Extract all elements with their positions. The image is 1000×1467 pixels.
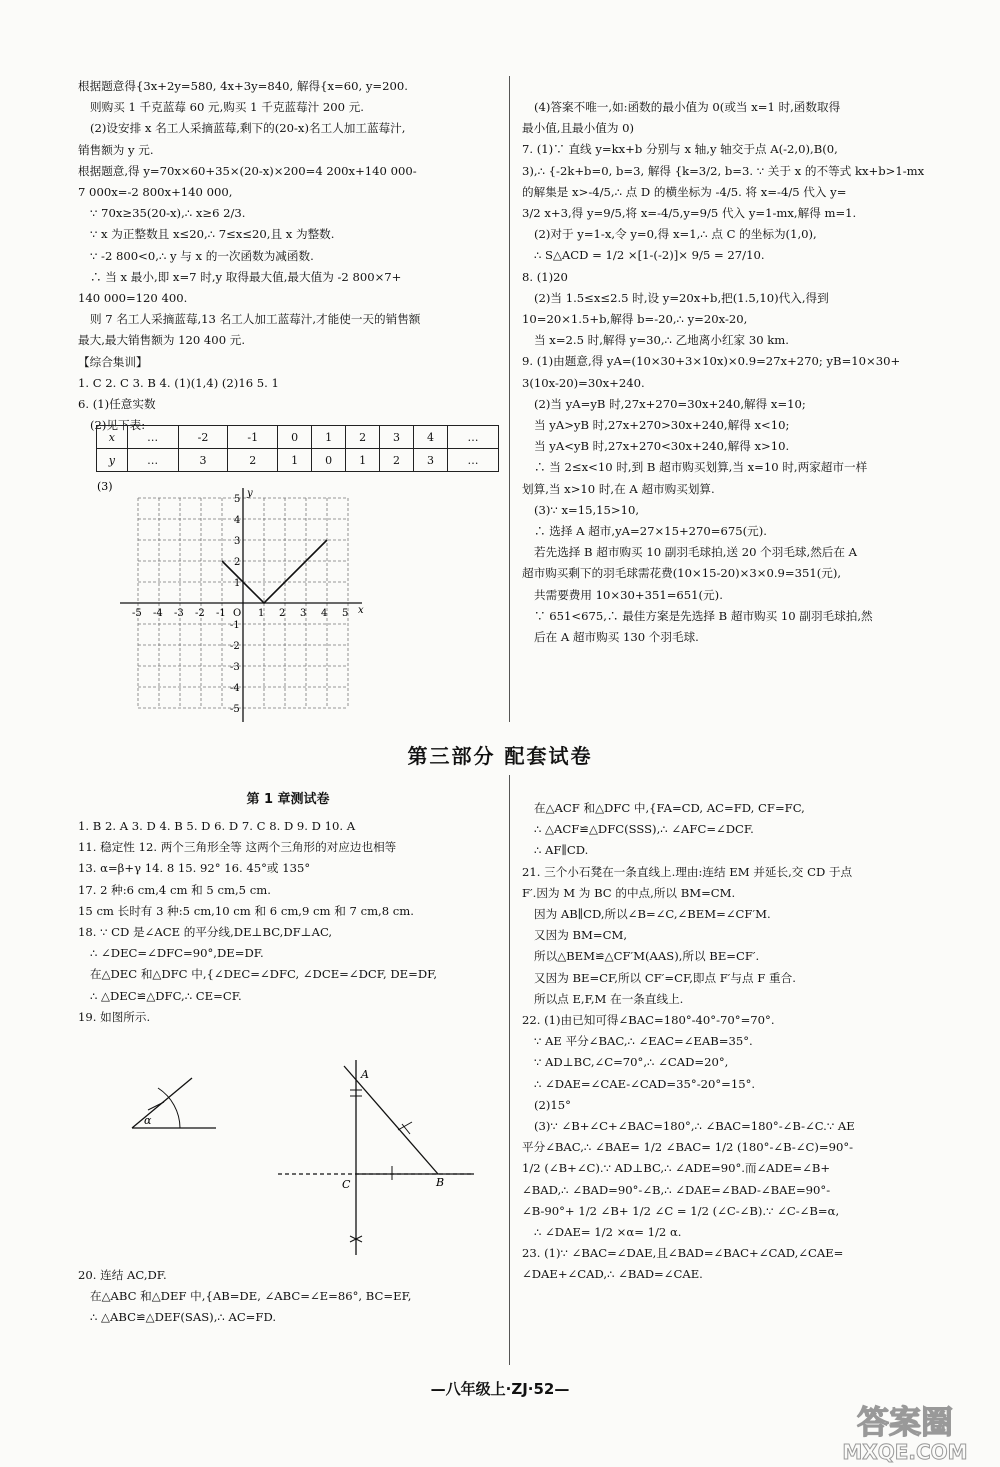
text-line: 根据题意,得 y=70x×60+35×(20-x)×200=4 200x+140 000- xyxy=(78,163,417,178)
text-line: (2)见下表: xyxy=(90,418,146,433)
text-line: 根据题意得{3x+2y=580, 4x+3y=840, 解得{x=60, y=200. xyxy=(78,79,408,93)
text-line: (2)15° xyxy=(534,1097,571,1112)
text-line: ∴ S△ACD = 1/2 ×[1-(-2)]× 9/5 = 27/10. xyxy=(534,248,765,263)
text-line: (2)对于 y=1-x,令 y=0,得 x=1,∴ 点 C 的坐标为(1,0), xyxy=(534,227,817,242)
tick-label: 3 xyxy=(234,536,241,547)
tick-label: -5 xyxy=(132,608,142,619)
angle-construction xyxy=(118,1060,238,1140)
text-line: 18. ∵ CD 是∠ACE 的平分线,DE⊥BC,DF⊥AC, xyxy=(78,925,333,940)
text-line: 13. α=β+γ 14. 8 15. 92° 16. 45°或 135° xyxy=(78,861,311,876)
chapter-title: 第 1 章测试卷 xyxy=(246,792,330,807)
text-line: 在△DEC 和△DFC 中,{∠DEC=∠DFC, ∠DCE=∠DCF, DE=DF, xyxy=(90,967,438,982)
text-line: (2)当 1.5≤x≤2.5 时,设 y=20x+b,把(1.5,10)代入,得到 xyxy=(534,290,829,305)
text-line: 7 000x=-2 800x+140 000, xyxy=(78,185,233,200)
y-axis-label: y xyxy=(247,488,253,499)
value-table xyxy=(96,425,499,472)
watermark-sub: MXQE.COM xyxy=(842,1440,968,1464)
text-line: ∠DAE+∠CAD,∴ ∠BAD=∠CAE. xyxy=(522,1267,703,1282)
text-line: 1/2 (∠B+∠C).∵ AD⊥BC,∴ ∠ADE=90°.而∠ADE=∠B+ xyxy=(522,1161,831,1176)
text-line: 后在 A 超市购买 130 个羽毛球. xyxy=(534,630,699,645)
text-line: 10=20×1.5+b,解得 b=-20,∴ y=20x-20, xyxy=(522,312,748,327)
text-line: 最大,最大销售额为 120 400 元. xyxy=(78,333,246,348)
watermark-logo xyxy=(820,1395,990,1465)
text-line: 当 yA<yB 时,27x+270<30x+240,解得 x>10. xyxy=(534,439,790,454)
table-cell: … xyxy=(447,449,498,472)
table-cell: 4 xyxy=(414,426,448,449)
text-line: 划算,当 x>10 时,在 A 超市购买划算. xyxy=(522,481,715,496)
x-axis-label: x xyxy=(358,605,364,616)
table-cell: -1 xyxy=(228,426,278,449)
text-line: 则 7 名工人采摘蓝莓,13 名工人加工蓝莓汁,才能使一天的销售额 xyxy=(90,312,421,327)
text-line: 在△ACF 和△DFC 中,{FA=CD, AC=FD, CF=FC, xyxy=(534,801,805,815)
table-cell: y xyxy=(97,449,128,472)
tick-label: -4 xyxy=(153,608,163,619)
text-line: ∵ AE 平分∠BAC,∴ ∠EAC=∠EAB=35°. xyxy=(534,1034,753,1049)
label-a: A xyxy=(361,1068,369,1081)
tick-label: 1 xyxy=(234,578,241,589)
tick-label: 4 xyxy=(234,515,241,526)
text-line: ∴ 选择 A 超市,yA=27×15+270=675(元). xyxy=(534,524,767,539)
label-b: B xyxy=(436,1176,445,1189)
tick-label: -1 xyxy=(230,620,240,631)
text-line: ∠BAD,∴ ∠BAD=90°-∠B,∴ ∠DAE=∠BAD-∠BAE=90°- xyxy=(522,1182,831,1197)
table-cell: 3 xyxy=(178,449,228,472)
text-line: 11. 稳定性 12. 两个三角形全等 这两个三角形的对应边也相等 xyxy=(78,840,397,855)
text-line: (2)当 yA=yB 时,27x+270=30x+240,解得 x=10; xyxy=(534,396,806,411)
text-line: 最小值,且最小值为 0) xyxy=(522,121,635,136)
tick-label: 3 xyxy=(300,608,307,619)
table-row-x xyxy=(97,426,499,449)
text-line: 3(10x-20)=30x+240. xyxy=(522,375,645,390)
table-cell: 2 xyxy=(228,449,278,472)
function-line xyxy=(222,540,327,603)
label-c: C xyxy=(342,1178,351,1191)
text-line: ∵ AD⊥BC,∠C=70°,∴ ∠CAD=20°, xyxy=(534,1055,729,1070)
tick-label: -3 xyxy=(230,662,240,673)
table-cell: -2 xyxy=(178,426,228,449)
text-line: 15 cm 长时有 3 种:5 cm,10 cm 和 6 cm,9 cm 和 7 cm,8 cm. xyxy=(78,903,414,918)
text-line: 共需要费用 10×30+351=651(元). xyxy=(534,587,723,602)
text-line: (3)∵ ∠B+∠C+∠BAC=180°,∴ ∠BAC=180°-∠B-∠C.∵ AE xyxy=(534,1119,855,1134)
text-line: 8. (1)20 xyxy=(522,269,568,284)
left-column-top xyxy=(78,76,498,436)
text-line: 1. B 2. A 3. D 4. B 5. D 6. D 7. C 8. D 9. D 10. A xyxy=(78,819,356,833)
column-divider-bottom xyxy=(509,775,510,1365)
text-line: ∵ -2 800<0,∴ y 与 x 的一次函数为减函数. xyxy=(90,248,314,263)
table-cell: 0 xyxy=(278,426,312,449)
text-line: 140 000=120 400. xyxy=(78,291,188,306)
text-line: ∴ ∠DAE=∠CAE-∠CAD=35°-20°=15°. xyxy=(534,1076,756,1091)
text-line: ∴ 当 x 最小,即 x=7 时,y 取得最大值,最大值为 -2 800×7+ xyxy=(90,269,402,284)
right-column-top xyxy=(522,97,962,648)
column-divider-top xyxy=(509,76,510,722)
text-line: ∵ 70x≥35(20-x),∴ x≥6 2/3. xyxy=(90,206,246,221)
text-line: 所以点 E,F,M 在一条直线上. xyxy=(534,991,684,1006)
text-line: 当 x=2.5 时,解得 y=30,∴ 乙地离小红家 30 km. xyxy=(534,333,789,348)
text-line: 21. 三个小石凳在一条直线上.理由:连结 EM 并延长,交 CD 于点 xyxy=(522,864,853,879)
text-line: 则购买 1 千克蓝莓 60 元,购买 1 千克蓝莓汁 200 元. xyxy=(90,100,364,115)
text-line: 的解集是 x>-4/5,∴ 点 D 的横坐标为 -4/5. 将 x=-4/5 代入 y= xyxy=(522,184,847,199)
text-line: ∴ 当 2≤x<10 时,到 B 超市购买划算,当 x=10 时,两家超市一样 xyxy=(534,460,868,475)
text-line: 销售额为 y 元. xyxy=(78,142,154,157)
tick-label: 2 xyxy=(234,557,241,568)
table-cell: 1 xyxy=(346,449,380,472)
text-line: 22. (1)由已知可得∠BAC=180°-40°-70°=70°. xyxy=(522,1013,775,1028)
text-line: 当 yA>yB 时,27x+270>30x+240,解得 x<10; xyxy=(534,418,790,433)
text-line: 1. C 2. C 3. B 4. (1)(1,4) (2)16 5. 1 xyxy=(78,375,279,390)
text-line: ∠B-90°+ 1/2 ∠B+ 1/2 ∠C = 1/2 (∠C-∠B).∵ ∠C-∠B=α, xyxy=(522,1203,840,1218)
tick-label: -3 xyxy=(174,608,184,619)
angle-alpha-label: α xyxy=(144,1114,152,1127)
tick-label: 4 xyxy=(321,608,328,619)
table-cell: 3 xyxy=(414,449,448,472)
text-line: 所以△BEM≌△CF′M(AAS),所以 BE=CF′. xyxy=(534,949,760,964)
triangle-construction xyxy=(278,1060,478,1255)
table-cell: 3 xyxy=(380,426,414,449)
text-line: (3)∵ x=15,15>10, xyxy=(534,502,640,517)
table-cell: 2 xyxy=(380,449,414,472)
table-row-y xyxy=(97,449,499,472)
table-cell: … xyxy=(447,426,498,449)
text-line: 9. (1)由题意,得 yA=(10×30+3×10x)×0.9=27x+270; yB=10×30+ xyxy=(522,354,901,369)
tick-label: 2 xyxy=(279,608,286,619)
table-cell: … xyxy=(127,426,178,449)
tick-label: 5 xyxy=(342,608,349,619)
text-line: 3),∴ {-2k+b=0, b=3, 解得 {k=3/2, b=3. ∵ 关于 x 的不等式 kx+b>1-mx xyxy=(522,163,925,178)
left-column-tail xyxy=(78,1265,498,1329)
table-cell: … xyxy=(127,449,178,472)
text-line: 又因为 BM=CM, xyxy=(534,928,627,943)
section-title: 第三部分 配套试卷 xyxy=(407,744,593,768)
text-line: 在△ABC 和△DEF 中,{AB=DE, ∠ABC=∠E=86°, BC=EF, xyxy=(90,1289,412,1304)
right-column-bottom xyxy=(522,798,962,1286)
text-line: 平分∠BAC,∴ ∠BAE= 1/2 ∠BAC= 1/2 (180°-∠B-∠C)=90°- xyxy=(522,1140,854,1155)
text-line: F′.因为 M 为 BC 的中点,所以 BM=CM. xyxy=(522,885,736,900)
left-column-bottom xyxy=(78,816,498,1028)
text-line: 超市购买剩下的羽毛球需花费(10×15-20)×3×0.9=351(元), xyxy=(522,566,842,581)
tick-label: O xyxy=(233,608,242,619)
tick-label: -4 xyxy=(230,683,240,694)
text-line: ∴ AF∥CD. xyxy=(534,843,589,858)
text-line: 6. (1)任意实数 xyxy=(78,397,156,412)
text-line: 因为 AB∥CD,所以∠B=∠C,∠BEM=∠CF′M. xyxy=(534,907,771,922)
table-cell: 2 xyxy=(346,426,380,449)
watermark-main: 答案圈 xyxy=(856,1403,954,1441)
tick-label: -2 xyxy=(195,608,205,619)
text-line: ∴ △DEC≌△DFC,∴ CE=CF. xyxy=(90,988,242,1003)
text-line: ∴ ∠DAE= 1/2 ×α= 1/2 α. xyxy=(534,1225,682,1240)
text-line: (2)设安排 x 名工人采摘蓝莓,剩下的(20-x)名工人加工蓝莓汁, xyxy=(90,121,406,136)
table-cell: 1 xyxy=(278,449,312,472)
page-footer: —八年级上·ZJ·52— xyxy=(430,1380,570,1398)
table-cell: 0 xyxy=(312,449,346,472)
tick-label: 5 xyxy=(234,494,241,505)
tick-label: -1 xyxy=(216,608,226,619)
function-graph xyxy=(95,478,370,733)
text-line: 7. (1)∵ 直线 y=kx+b 分别与 x 轴,y 轴交于点 A(-2,0),B(0, xyxy=(522,142,838,157)
text-line: 17. 2 种:6 cm,4 cm 和 5 cm,5 cm. xyxy=(78,882,271,897)
text-line: ∵ x 为正整数且 x≤20,∴ 7≤x≤20,且 x 为整数. xyxy=(90,227,335,242)
text-line: 【综合集训】 xyxy=(78,354,148,369)
text-line: ∴ △ACF≌△DFC(SSS),∴ ∠AFC=∠DCF. xyxy=(534,822,754,837)
table-cell: 1 xyxy=(312,426,346,449)
text-line: 20. 连结 AC,DF. xyxy=(78,1268,167,1282)
tick-label: -5 xyxy=(230,704,240,715)
table-cell: x xyxy=(97,426,128,449)
tick-label: -2 xyxy=(230,641,240,652)
text-line: ∵ 651<675,∴ 最佳方案是先选择 B 超市购买 10 副羽毛球拍,然 xyxy=(534,608,873,623)
text-line: 3/2 x+3,得 y=9/5,将 x=-4/5,y=9/5 代入 y=1-mx,解得 m=1. xyxy=(522,206,857,221)
text-line: ∴ △ABC≌△DEF(SAS),∴ AC=FD. xyxy=(90,1310,277,1325)
text-line: 若先选择 B 超市购买 10 副羽毛球拍,送 20 个羽毛球,然后在 A xyxy=(534,545,858,560)
text-line: 23. (1)∵ ∠BAC=∠DAE,且∠BAD=∠BAC+∠CAD,∠CAE= xyxy=(522,1246,844,1261)
text-line: 又因为 BE=CF,所以 CF′=CF,即点 F′与点 F 重合. xyxy=(534,970,796,985)
text-line: 19. 如图所示. xyxy=(78,1009,151,1024)
tick-label: 1 xyxy=(258,608,265,619)
text-line: (4)答案不唯一,如:函数的最小值为 0(或当 x=1 时,函数取得 xyxy=(534,100,841,114)
graph-part-label: (3) xyxy=(97,480,113,493)
text-line: ∴ ∠DEC=∠DFC=90°,DE=DF. xyxy=(90,946,264,961)
